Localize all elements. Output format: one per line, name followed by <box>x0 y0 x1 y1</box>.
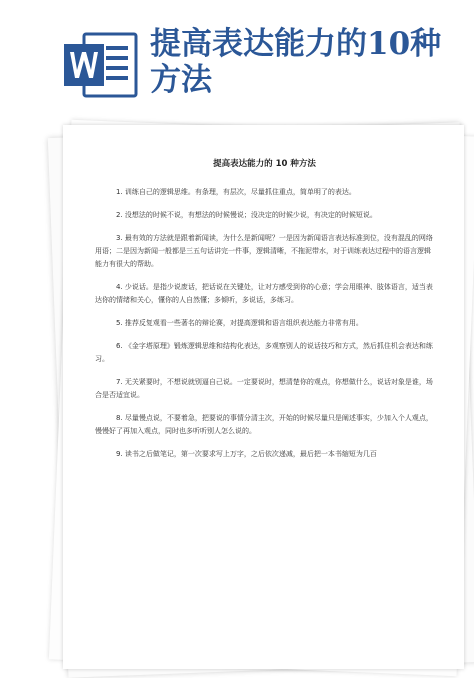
paragraph-7: 7. 无关紧要时，不想说就别逼自己说。一定要说时，想清楚你的观点，你想做什么，说话对象是谁，场合是否适宜说。 <box>95 378 433 399</box>
paragraph-9: 9. 读书之后做笔记，第一次要求写上万字，之后依次递减，最后把一本书缩短为几百 <box>116 450 377 458</box>
header <box>0 0 474 118</box>
document-page <box>63 125 464 669</box>
paragraph-3: 3. 最有效的方法就是跟着新闻读，为什么是新闻呢？一是因为新闻语言表达标准到位，没有混乱的网络用语；二是因为新闻一般都是三五句话讲完一件事，逻辑清晰，不拖泥带水，对于训练表达过程中的语言逻辑能力有很大的帮助。 <box>95 234 433 268</box>
paragraph-4: 4. 少说话。是指少说废话，把话说在关键处，让对方感受到你的心意；学会用眼神、肢体语言，适当表达你的情绪和关心，懂你的人自然懂；多倾听，多说话，多练习。 <box>95 283 433 304</box>
page-title: 提高表达能力的10种方法 <box>150 26 442 98</box>
paragraph-2: 2. 没想法的时候不说，有想法的时候慢说；没决定的时候少说，有决定的时候短说。 <box>116 211 377 219</box>
paragraph-5: 5. 推荐反复观看一些著名的辩论赛，对提高逻辑和语言组织表达能力非常有用。 <box>116 319 363 327</box>
paragraph-6: 6. 《金字塔原理》锻炼逻辑思维和结构化表达，多观察别人的说话技巧和方式，然后抓住机会表达和练习。 <box>95 342 433 363</box>
document-title: 提高表达能力的 10 种方法 <box>213 159 316 169</box>
paragraph-1: 1. 训练自己的逻辑思维。有条理，有层次，尽量抓住重点，简单明了的表达。 <box>116 188 356 196</box>
paragraph-8: 8. 尽量慢点说，不要着急，把要说的事情分清主次，开始的时候尽量只是阐述事实，少加入个人观点，慢慢好了再加入观点，同时也多听听别人怎么说的。 <box>95 414 433 435</box>
word-document-icon <box>62 30 140 100</box>
